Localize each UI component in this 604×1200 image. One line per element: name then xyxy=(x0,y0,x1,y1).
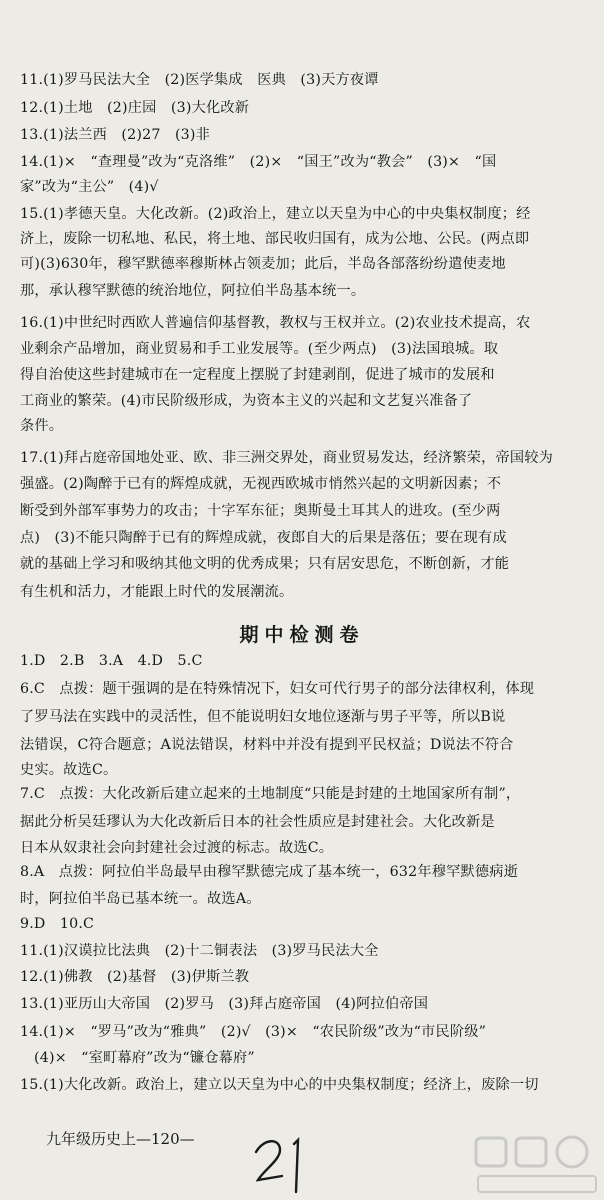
answer-line: 8.A 点拨：阿拉伯半岛最早由穆罕默德完成了基本统一，632年穆罕默德病逝 xyxy=(20,864,519,880)
answer-line: 13.(1)法兰西 (2)27 (3)非 xyxy=(20,127,211,143)
answer-line: 11.(1)汉谟拉比法典 (2)十二铜表法 (3)罗马民法大全 xyxy=(20,943,379,959)
answer-line: 史实。故选C。 xyxy=(20,762,118,778)
answer-line: 了罗马法在实践中的灵活性，但不能说明妇女地位逐渐与男子平等，所以B说 xyxy=(20,709,506,725)
answer-line: 条件。 xyxy=(20,418,64,434)
answer-line: 可)(3)630年，穆罕默德率穆斯林占领麦加；此后，半岛各部落纷纷遣使麦地 xyxy=(20,256,506,272)
answer-line: 时，阿拉伯半岛已基本统一。故选A。 xyxy=(20,891,261,907)
handwritten-mark xyxy=(250,1130,330,1198)
answer-line: 强盛。(2)陶醉于已有的辉煌成就，无视西欧城市悄然兴起的文明新因素；不 xyxy=(20,476,502,492)
answer-line: 14.(1)× “查理曼”改为“克洛维” (2)× “国王”改为“教会” (3)× “国 xyxy=(20,154,497,170)
answer-line: (4)× “室町幕府”改为“镰仓幕府” xyxy=(34,1050,255,1066)
answer-line: 业剩余产品增加，商业贸易和手工业发展等。(至少两点) (3)法国琅城。取 xyxy=(20,341,499,357)
answer-line: 6.C 点拨：题干强调的是在特殊情况下，妇女可代行男子的部分法律权利，体现 xyxy=(20,681,535,697)
answer-line: 12.(1)土地 (2)庄园 (3)大化改新 xyxy=(20,100,250,116)
answer-line: 点) (3)不能只陶醉于已有的辉煌成就，夜郎自大的后果是落伍；要在现有成 xyxy=(20,530,507,546)
answer-line: 断受到外部军事势力的攻击；十字军东征；奥斯曼土耳其人的进攻。(至少两 xyxy=(20,503,501,519)
answer-line: 9.D 10.C xyxy=(20,916,95,932)
answer-line: 家”改为“主公” (4)√ xyxy=(20,179,159,195)
answer-line: 13.(1)亚历山大帝国 (2)罗马 (3)拜占庭帝国 (4)阿拉伯帝国 xyxy=(20,996,429,1012)
answer-line: 得自治使这些封建城市在一定程度上摆脱了封建剥削，促进了城市的发展和 xyxy=(20,367,495,383)
answer-line: 济上，废除一切私地、私民，将土地、部民收归国有，成为公地、公民。(两点即 xyxy=(20,231,530,247)
watermark-logo xyxy=(470,1132,604,1200)
answer-line: 就的基础上学习和吸纳其他文明的优秀成果；只有居安思危，不断创新，才能 xyxy=(20,556,510,572)
answer-line: 12.(1)佛教 (2)基督 (3)伊斯兰教 xyxy=(20,969,250,985)
answer-line: 日本从奴隶社会向封建社会过渡的标志。故选C。 xyxy=(20,840,334,856)
answer-line: 1.D 2.B 3.A 4.D 5.C xyxy=(20,653,203,669)
answer-line: 14.(1)× “罗马”改为“雅典” (2)√ (3)× “农民阶级”改为“市民阶级” xyxy=(20,1024,487,1040)
answer-line: 7.C 点拨：大化改新后建立起来的土地制度“只能是封建的土地国家所有制”， xyxy=(20,786,521,802)
answer-line: 法错误，C符合题意；A说法错误，材料中并没有提到平民权益；D说法不符合 xyxy=(20,737,514,753)
answer-line: 11.(1)罗马民法大全 (2)医学集成 医典 (3)天方夜谭 xyxy=(20,72,379,88)
answer-line: 15.(1)大化改新。政治上，建立以天皇为中心的中央集权制度；经济上，废除一切 xyxy=(20,1077,539,1093)
answer-line: 17.(1)拜占庭帝国地处亚、欧、非三洲交界处，商业贸易发达，经济繁荣，帝国较为 xyxy=(20,450,554,466)
answer-line: 15.(1)孝德天皇。大化改新。(2)政治上，建立以天皇为中心的中央集权制度；经 xyxy=(20,206,531,222)
answer-line: 16.(1)中世纪时西欧人普遍信仰基督教，教权与王权并立。(2)农业技术提高，农 xyxy=(20,315,531,331)
page-footer: 九年级历史上—120— xyxy=(46,1130,195,1148)
answer-line: 据此分析吴廷璆认为大化改新后日本的社会性质应是封建社会。大化改新是 xyxy=(20,814,495,830)
section-title: 期中检测卷 xyxy=(239,624,365,646)
answer-line: 工商业的繁荣。(4)市民阶级形成，为资本主义的兴起和文艺复兴准备了 xyxy=(20,393,473,409)
answer-line: 有生机和活力，才能跟上时代的发展潮流。 xyxy=(20,584,294,600)
answer-line: 那，承认穆罕默德的统治地位，阿拉伯半岛基本统一。 xyxy=(20,283,366,299)
